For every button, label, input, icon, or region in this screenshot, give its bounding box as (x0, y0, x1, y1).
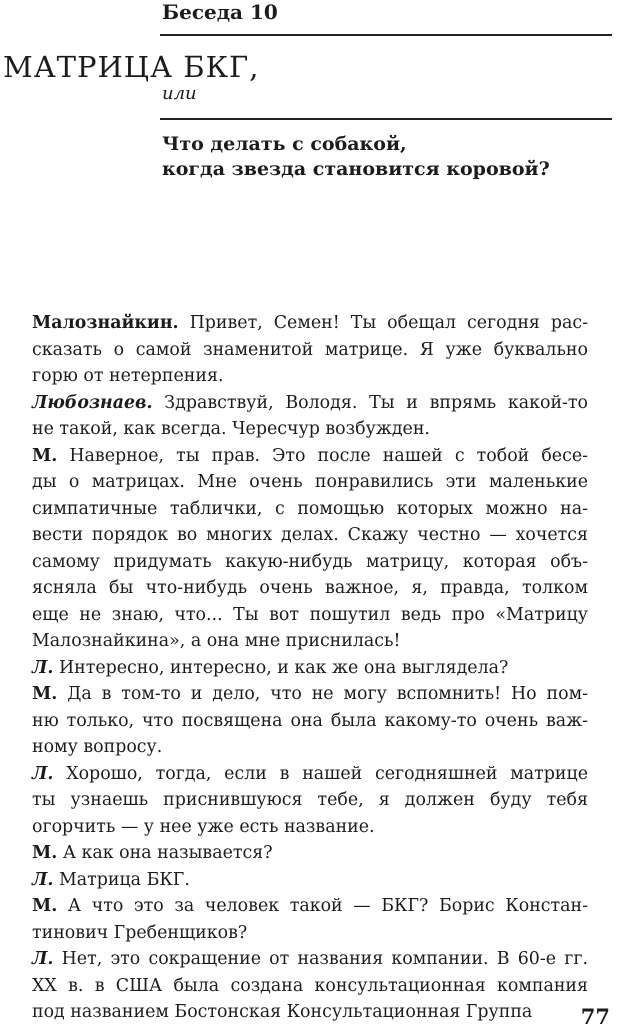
line-text: А что это за человек такой — БКГ? Борис Констан- (57, 896, 588, 916)
text-line (32, 867, 588, 894)
line-text: горю от нетерпения. (32, 366, 224, 386)
line-text: самому придумать какую-нибудь матрицу, которая объ- (32, 551, 588, 572)
line-text: ясняла бы что-нибудь очень важное, я, правда, толком (32, 578, 588, 598)
line-text: не такой, как всегда. Чересчур возбужден. (32, 419, 430, 439)
speaker-name: М. (32, 445, 58, 466)
subtitle-rule (160, 118, 612, 120)
text-line (32, 310, 588, 337)
line-text: XX в. в США была создана консультационная компания (32, 975, 588, 996)
text-line (32, 575, 588, 602)
dialogue-paragraph (32, 390, 588, 443)
line-text: Нет, это сокращение от названия компании. В 60-е гг. (53, 949, 588, 969)
text-line (32, 602, 588, 629)
page-number: 77 (580, 1004, 610, 1029)
chapter-subtitle (162, 132, 602, 182)
dialogue-paragraph (32, 840, 588, 867)
text-line (32, 973, 588, 1000)
line-text: еще не знаю, что... Ты вот пошутил ведь про «Матрицу (32, 604, 588, 625)
subtitle-line: Что делать с собакой, (162, 133, 407, 155)
dialogue-paragraph (32, 310, 588, 390)
title-conjunction: или (162, 83, 197, 104)
speaker-name: Л. (32, 949, 54, 969)
text-line (32, 946, 588, 973)
dialogue-paragraph (32, 443, 588, 655)
line-text: тинович Гребенщиков? (32, 922, 248, 943)
line-text: Интересно, интересно, и как же она выглядела? (53, 657, 509, 678)
line-text: огорчить — у нее уже есть название. (32, 816, 375, 837)
text-line (32, 390, 588, 417)
text-line (32, 814, 588, 841)
speaker-name: М. (32, 843, 58, 863)
speaker-name: Л. (32, 763, 54, 784)
text-line (32, 655, 588, 682)
text-line (32, 708, 588, 735)
dialogue-paragraph (32, 893, 588, 946)
line-text: под названием Бостонская Консультационная Группа (32, 1002, 533, 1022)
line-text: симпатичные таблички, с помощью которых можно на- (32, 498, 588, 519)
speaker-name: Л. (32, 657, 54, 678)
top-rule (160, 34, 612, 36)
text-line (32, 416, 588, 443)
chapter-title: МАТРИЦА БКГ, (3, 50, 260, 84)
line-text: Привет, Семен! Ты обещал сегодня рас- (178, 313, 588, 333)
speaker-name: Малознайкин. (32, 313, 179, 333)
line-text: вести порядок во многих делах. Скажу честно — хочется (32, 525, 588, 545)
text-line (32, 761, 588, 788)
line-text: Матрица БКГ. (53, 869, 190, 890)
line-text: Наверное, ты прав. Это после нашей с тобой бесе- (57, 445, 588, 466)
subtitle-line: когда звезда становится коровой? (162, 158, 550, 180)
line-text: ному вопросу. (32, 737, 163, 757)
dialogue-paragraph (32, 946, 588, 1026)
text-line (32, 522, 588, 549)
text-line (32, 787, 588, 814)
line-text: ды о матрицах. Мне очень понравились эти маленькие (32, 472, 588, 492)
speaker-name: М. (32, 684, 58, 704)
text-line (32, 628, 588, 655)
speaker-name: Л. (32, 869, 54, 890)
text-line (32, 469, 588, 496)
text-line (32, 443, 588, 470)
chapter-label: Беседа 10 (162, 0, 278, 24)
line-text: А как она называется? (57, 843, 273, 863)
dialogue-paragraph (32, 681, 588, 761)
dialogue-paragraph (32, 867, 588, 894)
text-line (32, 840, 588, 867)
text-line (32, 549, 588, 576)
speaker-name: Любознаев. (32, 392, 153, 413)
line-text: Малознайкина», а она мне приснилась! (32, 631, 401, 651)
line-text: ты узнаешь приснившуюся тебе, я должен буду тебя (32, 790, 588, 810)
text-line (32, 681, 588, 708)
line-text: Да в том-то и дело, что не могу вспомнить! Но пом- (57, 684, 588, 704)
text-line (32, 893, 588, 920)
text-line (32, 496, 588, 523)
line-text: Здравствуй, Володя. Ты и впрямь какой-то (152, 392, 588, 413)
dialogue-paragraph (32, 655, 588, 682)
dialogue-text (32, 310, 588, 1026)
line-text: ню только, что посвящена она была какому-то очень важ- (32, 710, 588, 731)
text-line (32, 363, 588, 390)
dialogue-paragraph (32, 761, 588, 841)
text-line (32, 337, 588, 364)
text-line (32, 999, 588, 1026)
text-line (32, 734, 588, 761)
line-text: сказать о самой знаменитой матрице. Я уже буквально (32, 339, 588, 360)
text-line (32, 920, 588, 947)
speaker-name: М. (32, 896, 58, 916)
line-text: Хорошо, тогда, если в нашей сегодняшней матрице (53, 763, 588, 784)
